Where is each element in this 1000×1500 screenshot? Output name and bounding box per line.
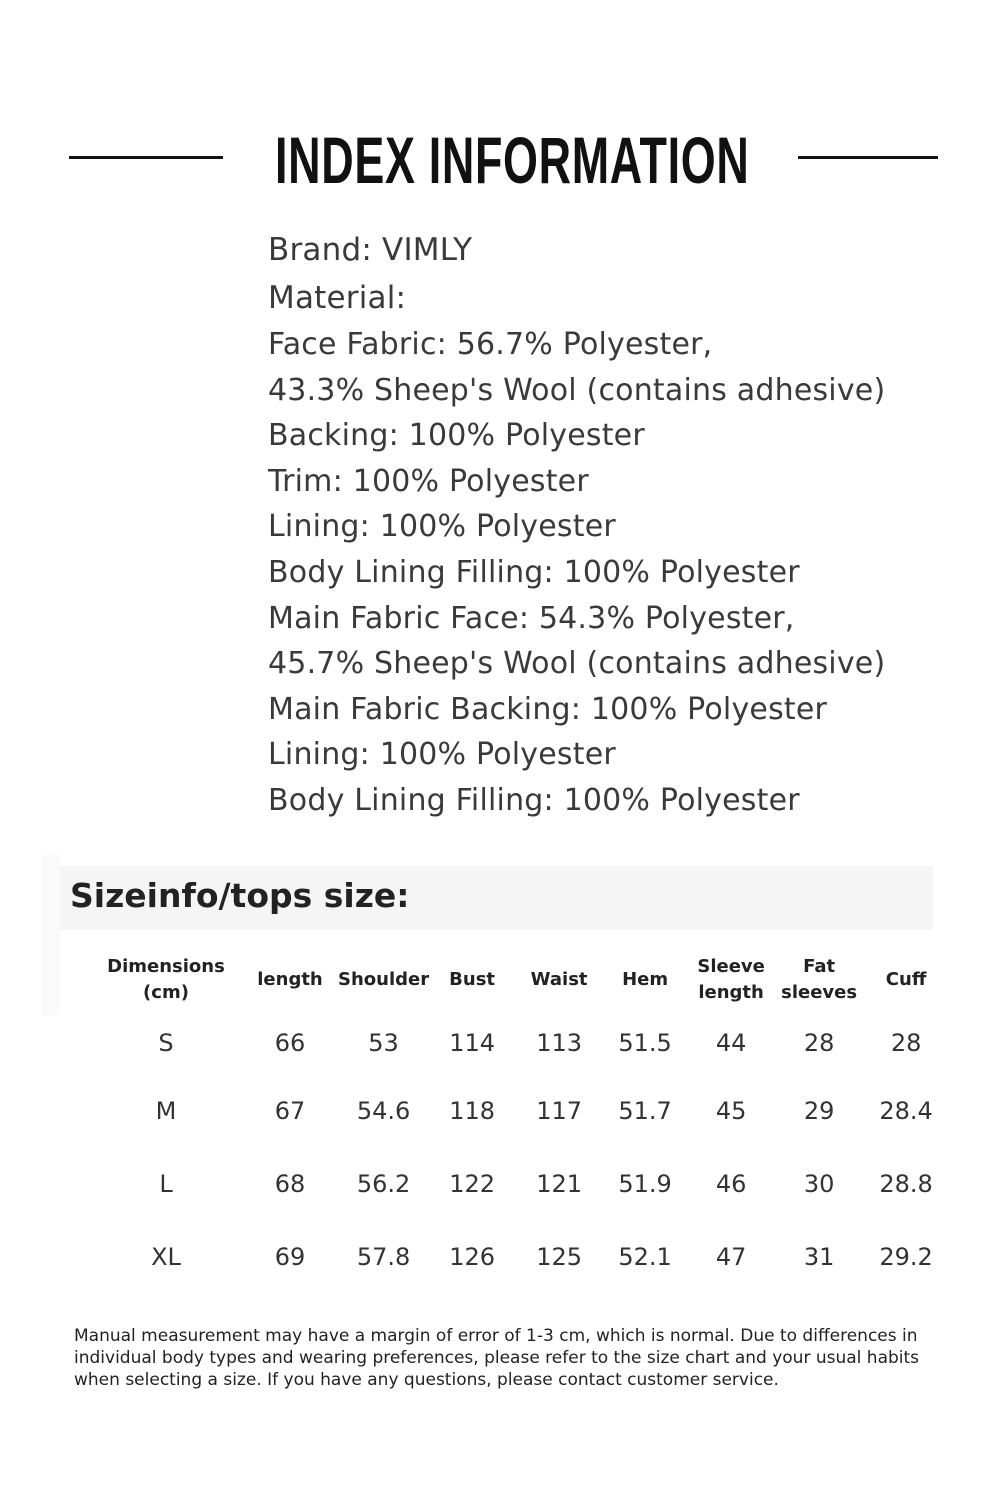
info-line: Face Fabric: 56.7% Polyester, — [268, 327, 713, 362]
size-table — [90, 948, 949, 1293]
table-cell: 52.1 — [618, 1242, 672, 1271]
table-cell: 122 — [449, 1169, 496, 1198]
material-info — [268, 226, 968, 824]
table-cell: S — [158, 1029, 174, 1057]
col-header-bust: Bust — [449, 969, 496, 990]
table-cell: 28.4 — [879, 1096, 933, 1125]
title-rule-left — [69, 156, 223, 159]
table-cell: 28 — [803, 1029, 835, 1057]
table-cell: 56.2 — [356, 1169, 411, 1198]
table-cell: 114 — [449, 1029, 496, 1057]
col-header-cuff: Cuff — [885, 969, 927, 990]
brand-line: Brand: VIMLY — [268, 232, 473, 268]
table-cell: 29.2 — [879, 1242, 933, 1271]
table-cell: 125 — [536, 1242, 583, 1271]
title-row — [0, 118, 1000, 202]
col-header-sleeve-length: Sleeve length — [697, 956, 765, 1003]
info-line: Lining: 100% Polyester — [268, 737, 616, 773]
col-header-hem: Hem — [622, 969, 669, 990]
info-line: Body Lining Filling: 100% Polyester — [268, 554, 800, 590]
info-line: 45.7% Sheep's Wool (contains adhesive) — [268, 646, 886, 682]
table-row — [90, 1012, 949, 1074]
table-cell: 118 — [449, 1096, 496, 1125]
table-cell: 54.6 — [356, 1096, 411, 1125]
table-cell: 121 — [536, 1169, 583, 1198]
table-row — [90, 1074, 949, 1147]
table-cell: 44 — [715, 1029, 747, 1057]
table-cell: 51.5 — [618, 1029, 672, 1057]
table-cell: 66 — [274, 1029, 306, 1057]
table-row — [90, 1147, 949, 1220]
table-cell: 29 — [803, 1096, 835, 1125]
info-line: Lining: 100% Polyester — [268, 509, 616, 545]
info-line: Main Fabric Backing: 100% Polyester — [268, 691, 828, 727]
size-section-header — [60, 866, 933, 930]
title-rule-right — [798, 156, 938, 159]
table-cell: 45 — [715, 1096, 747, 1125]
col-header-dimensions: Dimensions (cm) — [107, 956, 225, 1003]
table-cell: 117 — [536, 1096, 583, 1125]
table-cell: M — [155, 1096, 177, 1125]
col-header-shoulder: Shoulder — [338, 969, 430, 990]
info-line: Backing: 100% Polyester — [268, 418, 645, 454]
table-cell: 126 — [449, 1242, 496, 1271]
page-title: INDEX INFORMATION — [275, 123, 750, 197]
table-row — [90, 1220, 949, 1293]
table-cell: 51.9 — [618, 1169, 672, 1198]
col-header-length: length — [257, 969, 323, 990]
info-line: Trim: 100% Polyester — [268, 463, 589, 499]
table-cell: 68 — [274, 1169, 306, 1198]
info-line: Body Lining Filling: 100% Polyester — [268, 782, 800, 818]
table-cell: 47 — [715, 1242, 747, 1271]
measurement-note: Manual measurement may have a margin of error of 1-3 cm, which is normal. Due to differences in individual body types and wearing preferences, please refer to the size chart and your usual habits when selecting a size. If you have any questions, please contact customer service. — [74, 1326, 920, 1390]
col-header-fat-sleeves: Fat sleeves — [781, 956, 858, 1003]
table-cell: L — [159, 1169, 173, 1198]
table-cell: 69 — [274, 1242, 306, 1271]
table-cell: 46 — [715, 1169, 747, 1198]
table-cell: 53 — [368, 1029, 399, 1057]
info-line: Main Fabric Face: 54.3% Polyester, — [268, 600, 795, 636]
table-cell: 51.7 — [618, 1096, 672, 1125]
size-section-heading: Sizeinfo/tops size: — [70, 876, 410, 915]
info-line: 43.3% Sheep's Wool (contains adhesive) — [268, 372, 886, 408]
table-cell: XL — [151, 1242, 181, 1271]
table-cell: 57.8 — [356, 1242, 411, 1271]
size-table-header-row — [90, 948, 949, 1012]
decorative-band — [42, 855, 60, 1015]
table-cell: 67 — [274, 1096, 306, 1125]
table-cell: 28.8 — [879, 1169, 933, 1198]
table-cell: 113 — [536, 1029, 583, 1057]
material-label: Material: — [268, 280, 407, 316]
table-cell: 30 — [803, 1169, 835, 1198]
table-cell: 31 — [803, 1242, 835, 1271]
col-header-waist: Waist — [530, 969, 588, 990]
table-cell: 28 — [890, 1029, 922, 1057]
